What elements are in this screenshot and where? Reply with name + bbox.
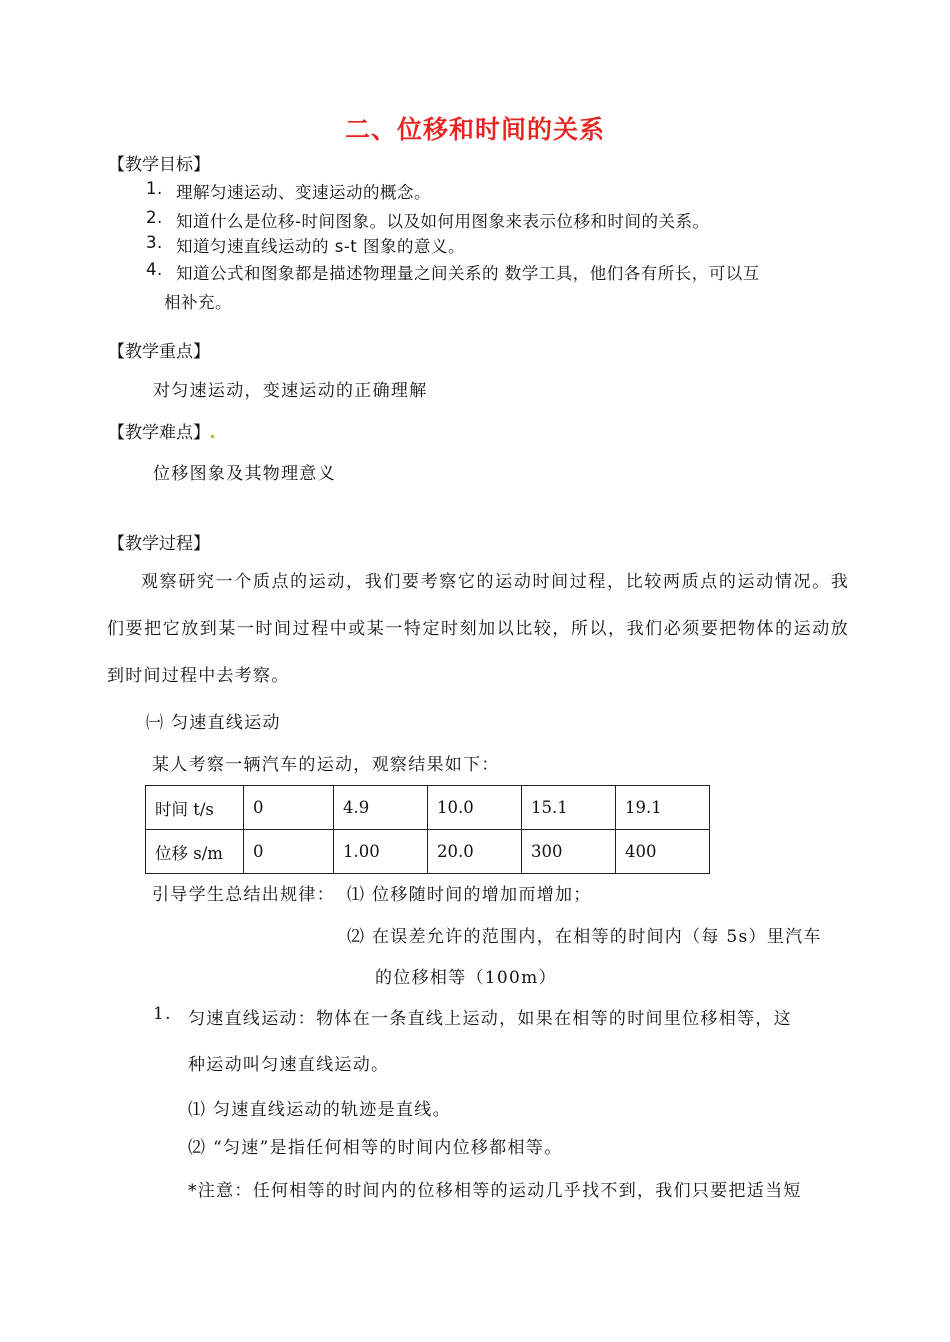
table-cell: 300 (522, 830, 616, 874)
goal-1-number: 1. (146, 179, 163, 198)
table-row-time (146, 786, 710, 830)
subsection-uniform-motion: ㈠ 匀速直线运动 (146, 713, 281, 733)
goal-4-number: 4. (146, 260, 163, 279)
table-cell: 10.0 (428, 786, 522, 830)
note-1: ⑴ 匀速直线运动的轨迹是直线。 (188, 1100, 451, 1120)
rule-2-line-2: 的位移相等（100m） (375, 968, 557, 988)
table-cell: 0 (244, 786, 334, 830)
definition-number: 1. (153, 1004, 172, 1024)
goals-heading: 【教学目标】 (108, 155, 210, 175)
definition-line-2: 种运动叫匀速直线运动。 (188, 1055, 390, 1075)
difficulty-text: 位移图象及其物理意义 (153, 464, 336, 484)
rule-1: ⑴ 位移随时间的增加而增加； (347, 885, 592, 905)
table-cell: 400 (616, 830, 710, 874)
note-3: *注意：任何相等的时间内的位移相等的运动几乎找不到，我们只要把适当短 (188, 1181, 802, 1201)
revision-mark (211, 435, 214, 438)
process-intro-paragraph: 观察研究一个质点的运动，我们要考察它的运动时间过程，比较两质点的运动情况。我们要把它放到某一时间过程中或某一特定时刻加以比较，所以，我们必须要把物体的运动放到时间过程中去考察。 (107, 572, 849, 686)
goal-2-number: 2. (146, 208, 163, 227)
goal-4-continuation: 相补充。 (164, 293, 232, 312)
table-row-displacement (146, 830, 710, 874)
definition-line-1: 匀速直线运动：物体在一条直线上运动，如果在相等的时间里位移相等，这 (188, 1009, 792, 1029)
key-point-text: 对匀速运动，变速运动的正确理解 (153, 381, 428, 401)
goal-1-text: 理解匀速运动、变速运动的概念。 (176, 183, 431, 202)
table-cell: 时间 t/s (146, 786, 244, 830)
table-cell: 0 (244, 830, 334, 874)
summary-lead: 引导学生总结出规律： (152, 885, 335, 905)
table-cell: 20.0 (428, 830, 522, 874)
table-cell: 15.1 (522, 786, 616, 830)
table-cell: 位移 s/m (146, 830, 244, 874)
note-2: ⑵ “匀速”是指任何相等的时间内位移都相等。 (188, 1138, 563, 1158)
rule-2-line-1: ⑵ 在误差允许的范围内，在相等的时间内（每 5s）里汽车 (347, 927, 822, 947)
table-cell: 1.00 (334, 830, 428, 874)
goal-2-text: 知道什么是位移-时间图象。以及如何用图象来表示位移和时间的关系。 (176, 212, 710, 231)
difficulty-heading: 【教学难点】 (108, 418, 214, 443)
goal-4-text: 知道公式和图象都是描述物理量之间关系的 数学工具，他们各有所长，可以互 (176, 264, 760, 283)
goal-3-number: 3. (146, 233, 163, 252)
table-cell: 4.9 (334, 786, 428, 830)
observation-lead: 某人考察一辆汽车的运动，观察结果如下： (152, 755, 500, 775)
page-title: 二、位移和时间的关系 (344, 115, 605, 144)
table-cell: 19.1 (616, 786, 710, 830)
observation-table (145, 785, 710, 874)
goal-3-text: 知道匀速直线运动的 s-t 图象的意义。 (176, 237, 466, 256)
key-point-heading: 【教学重点】 (108, 342, 210, 362)
process-heading: 【教学过程】 (108, 534, 210, 554)
